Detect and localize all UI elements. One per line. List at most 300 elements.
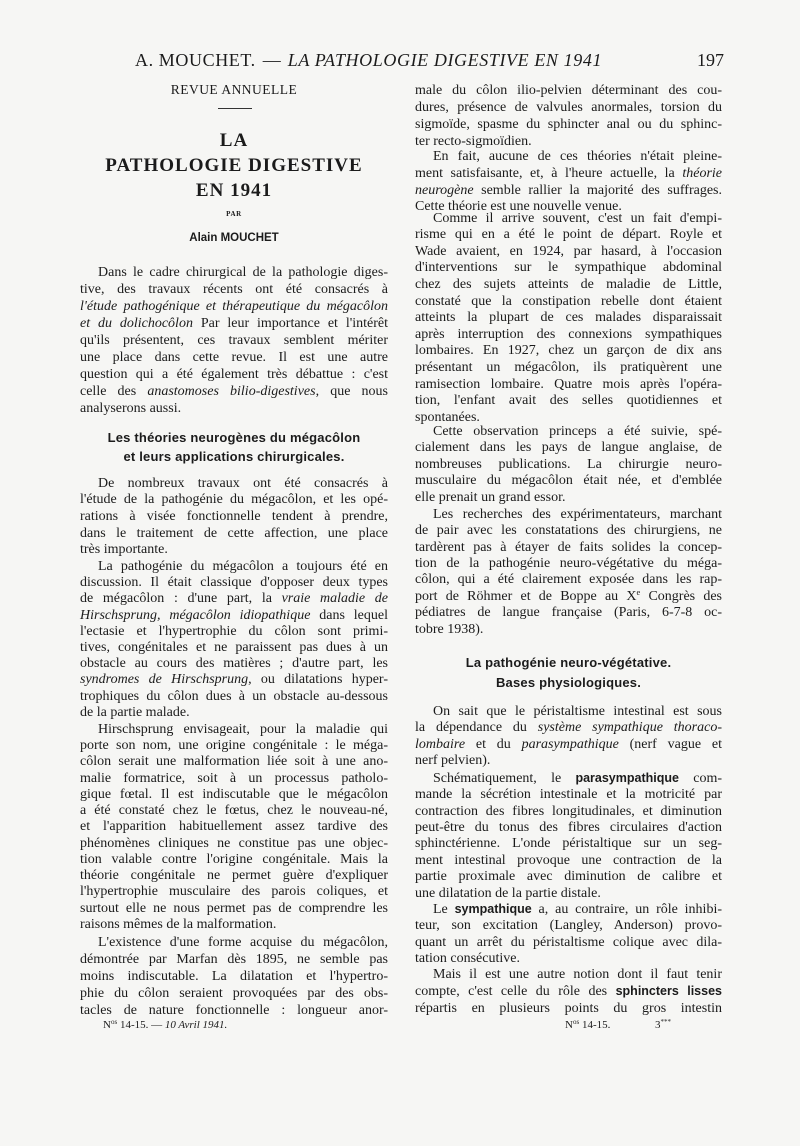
text-line [415, 327, 722, 344]
line-text [80, 383, 388, 400]
text-line [415, 737, 722, 754]
text-line [80, 575, 388, 591]
text-run: a, au contraire, un rôle inhibi- [531, 901, 722, 917]
text-run: tation consécutive. [415, 951, 520, 967]
text-run: question qui a été également très débattue : c'est [80, 367, 388, 383]
paragraph [80, 722, 388, 933]
line-text [415, 490, 565, 507]
text-line [415, 886, 722, 902]
text-run: Mais il est une autre notion dont il faut tenir [433, 966, 722, 982]
line-text [80, 281, 388, 298]
text-line [80, 705, 388, 721]
line-text [415, 244, 722, 261]
paragraph [415, 770, 722, 902]
text-line [415, 227, 722, 244]
text-line [415, 360, 722, 377]
line-text [415, 260, 722, 277]
text-run: tion de la pathogénie neuro-végétative du méga- [415, 556, 722, 572]
line-text [80, 624, 388, 640]
text-line [80, 934, 388, 951]
text-run: démontrée par Marfan dès 1895, ne semble pas [80, 951, 388, 967]
text-run: Wade avaient, en 1924, par hasard, à l'occasion [415, 243, 722, 259]
text-run: Les théories neurogènes du mégacôlon [107, 429, 361, 445]
text-run: Comme il arrive souvent, c'est un fait d'empi- [433, 210, 722, 226]
text-line [80, 901, 388, 917]
text-line [415, 457, 722, 474]
text-run: d'interventions sur le sympathique abdominal [415, 260, 722, 276]
text-run: de mégacôlon : d'une part, la [80, 591, 282, 607]
paragraph [415, 211, 722, 427]
text-line [80, 591, 388, 607]
line-text [98, 476, 388, 493]
line-text [98, 722, 388, 738]
text-line [415, 294, 722, 311]
page-number: 197 [697, 50, 724, 70]
text-line [80, 852, 388, 868]
running-header [135, 47, 602, 73]
text-run: et du [465, 736, 522, 752]
text-line [415, 853, 722, 869]
article-author: Alain MOUCHET [189, 232, 279, 244]
text-run: après interruption des connexions sympathiques [415, 326, 722, 342]
text-line [80, 640, 388, 656]
text-run: a été constaté chez le fœtus, chez le nouveau-né, [80, 803, 388, 819]
text-run: tobre 1938). [415, 621, 484, 637]
text-run: atteints la plupart de ces malades disparaissait [415, 310, 722, 326]
text-line [415, 653, 722, 673]
text-line [80, 447, 388, 466]
line-text [80, 803, 388, 819]
text-run: elle prenait un grand essor. [415, 489, 566, 505]
italic-run: 10 Avril 1941. [164, 1019, 228, 1031]
text-line [415, 82, 722, 99]
text-line [80, 787, 388, 803]
text-line [415, 507, 722, 523]
line-text [415, 440, 722, 457]
text-line [80, 428, 388, 447]
text-run: cialement dans les pays de langue anglaise, de [415, 440, 722, 456]
text-line [415, 277, 722, 294]
text-line [415, 983, 722, 1000]
text-run: 3 [655, 1019, 661, 1031]
line-text [415, 886, 601, 902]
text-run: obstacle au cours des matières ; d'autre part, les [80, 656, 388, 672]
line-text [415, 116, 722, 133]
paragraph-continuation [415, 82, 722, 150]
text-run: porte son nom, une origine congénitale : le méga- [80, 738, 388, 754]
line-text [415, 294, 722, 311]
line-text [415, 343, 722, 360]
line-text [415, 787, 722, 803]
line-text [80, 951, 388, 968]
text-run: Bases physiologiques. [495, 675, 642, 690]
superscript-run: *** [660, 1018, 671, 1026]
line-text [415, 540, 722, 556]
line-text [80, 640, 388, 656]
line-text [415, 227, 722, 244]
text-line [80, 542, 388, 559]
line-text [415, 869, 722, 885]
text-line [415, 901, 722, 918]
line-text [80, 787, 388, 803]
line-text [123, 447, 344, 466]
text-line [415, 918, 722, 934]
line-text [98, 264, 388, 281]
superscript-run: os [110, 1018, 118, 1026]
footer-issue-date [103, 1018, 227, 1032]
line-text [103, 1018, 227, 1032]
italic-run: théorie [682, 165, 722, 181]
line-text [415, 360, 722, 377]
line-text [80, 526, 388, 543]
text-run: L'existence d'une forme acquise du mégacôlon, [98, 934, 388, 950]
text-run: peut-être du tonus des fibres circulaires d'action [415, 820, 722, 836]
text-line [80, 689, 388, 705]
line-text [415, 133, 532, 150]
line-text [415, 310, 722, 327]
text-run: surtout elle ne nous permet pas de comprendre les [80, 900, 388, 916]
header-dash: — [262, 50, 281, 70]
text-run: Cette théorie est une nouvelle venue. [415, 199, 622, 215]
line-text [80, 608, 388, 624]
line-text [80, 901, 388, 917]
text-run: de pair avec les constatations des chirurgiens, ne [415, 523, 722, 539]
section-heading [415, 653, 722, 693]
text-run: ramisection lombaire. Quatre mois après l'opéra- [415, 376, 722, 392]
line-text [80, 315, 388, 332]
text-line [415, 393, 722, 410]
text-run: ter recto-sigmoïdien. [415, 133, 532, 149]
text-run: répartis en plusieurs points du gros intestin [415, 1000, 722, 1016]
text-line [415, 244, 722, 261]
bold-run: sphincters lisses [615, 983, 722, 998]
text-line [415, 753, 722, 770]
bold-run: parasympathique [575, 770, 679, 785]
text-run: 14-15. [579, 1019, 611, 1031]
text-line [80, 264, 388, 281]
line-text [80, 672, 388, 688]
text-run: spontanées. [415, 409, 480, 425]
paragraph [415, 424, 722, 507]
text-run: gique fœtal. Il est indiscutable que le mégacôlon [80, 786, 388, 802]
text-line [80, 884, 388, 900]
text-run: pédiatres de langue française (Paris, 6-7-8 oc- [415, 605, 722, 621]
line-text [80, 754, 388, 770]
line-text [80, 985, 388, 1002]
text-line [415, 211, 722, 228]
text-run: très importante. [80, 542, 168, 558]
text-run: Congrès des [640, 588, 722, 604]
line-text [415, 720, 722, 737]
text-line [415, 133, 722, 150]
paragraph [80, 476, 388, 560]
text-run: et leurs applications chirurgicales. [123, 448, 345, 464]
line-text [415, 935, 722, 951]
text-run: N [565, 1019, 573, 1031]
line-text [80, 705, 190, 721]
text-run: une place dans cette revue. Il est une autre [80, 349, 388, 365]
italic-run: l'étude pathogénique et thérapeutique du mégacôlon [80, 298, 388, 314]
text-line [80, 738, 388, 754]
line-text [415, 605, 722, 621]
text-run: malie formatrice, soit à un processus patholo- [80, 770, 388, 786]
paragraph [80, 934, 388, 1019]
article-title-line: LA [219, 130, 249, 151]
section-rule [218, 108, 252, 109]
line-text [80, 917, 276, 933]
text-line [415, 99, 722, 116]
italic-run: vraie maladie de [281, 591, 388, 607]
text-line [415, 260, 722, 277]
text-run: trophiques du côlon dues à un obstacle au-dessous [80, 688, 388, 704]
line-text [433, 966, 722, 983]
paragraph [415, 149, 722, 216]
line-text [80, 836, 388, 852]
text-line [80, 608, 388, 624]
line-text [80, 332, 388, 349]
text-line [415, 572, 722, 588]
text-run: Hirschsprung envisageait, pour la maladie qui [98, 721, 388, 737]
text-line [80, 754, 388, 770]
text-line [415, 720, 722, 737]
text-line [80, 332, 388, 349]
text-run: et l'apparition habituellement assez tardive des [80, 819, 388, 835]
line-text [415, 166, 722, 183]
line-text [98, 934, 388, 951]
line-text [80, 400, 181, 417]
superscript-run: e [636, 586, 641, 597]
text-run: contraction des fibres longitudinales, et diminution [415, 803, 722, 819]
text-line [415, 490, 722, 507]
text-line [415, 787, 722, 803]
text-run: Par leur importance et l'intérêt [192, 315, 388, 331]
text-run: partie proximale avec diminution de calibre et [415, 869, 722, 885]
text-run: (nerf vague et [618, 736, 723, 752]
text-run: Schématiquement, le [433, 770, 576, 786]
text-run: compte, c'est celle du rôle des [415, 983, 616, 999]
text-run: dans le traitement de cette affection, une place [80, 525, 388, 541]
text-line [415, 540, 722, 556]
text-run: côlon serait une malformation liée soit à une ano- [80, 754, 388, 770]
line-text [415, 804, 722, 820]
text-run: En fait, aucune de ces théories n'était pleine- [433, 149, 722, 165]
text-run: , que nous [315, 384, 388, 400]
line-text [80, 366, 388, 383]
text-line [415, 836, 722, 852]
text-line [80, 509, 388, 526]
text-line [80, 624, 388, 640]
italic-run: système sympathique thoraco- [537, 720, 722, 736]
article-title [80, 128, 388, 203]
text-line [80, 836, 388, 852]
text-line [415, 116, 722, 133]
text-line [415, 149, 722, 166]
line-text [415, 983, 722, 1000]
line-text [80, 771, 388, 787]
text-line [565, 1018, 610, 1032]
line-text [415, 753, 490, 770]
text-line [415, 673, 722, 693]
text-line [655, 1018, 671, 1032]
text-run: phénomènes cliniques ne constitue pas une objec- [80, 835, 388, 851]
text-run: ment satisfaisante, et, à l'heure actuelle, la [415, 165, 683, 181]
text-run: Les recherches des expérimentateurs, marchant [433, 506, 722, 522]
text-run: risme qui en a été le point de départ. Royle et [415, 227, 722, 243]
article-title-line: PATHOLOGIE DIGESTIVE [105, 155, 363, 176]
text-line [80, 281, 388, 298]
text-run: La pathogénie neuro-végétative. [465, 655, 672, 670]
paragraph [415, 704, 722, 770]
line-text [80, 492, 388, 509]
text-line [415, 704, 722, 721]
line-text [655, 1018, 671, 1032]
text-run: celle des [80, 384, 148, 400]
text-run: chez des sujets atteints de maladie de Little, [415, 277, 722, 293]
line-text [80, 738, 388, 754]
line-text [433, 901, 722, 918]
line-text [80, 868, 388, 884]
text-run: nerf pelvien). [415, 753, 491, 769]
line-text [80, 689, 388, 705]
text-line [80, 383, 388, 400]
section-heading [80, 428, 388, 466]
text-run: De nombreux travaux ont été consacrés à [98, 475, 388, 491]
byline-par: PAR [226, 210, 242, 218]
text-run: l'ectasie et l'hypertrophie du côlon sont primi- [80, 623, 388, 639]
text-line [415, 440, 722, 457]
italic-run: neurogène [415, 182, 474, 198]
line-text [415, 473, 722, 490]
text-run: phie du côlon seraient provoquées par des obs- [80, 985, 388, 1001]
text-run: tives, congénitales et ne paraissent pas dues à un [80, 639, 388, 655]
italic-run: parasympathique [521, 736, 619, 752]
text-run: mande la sécrétion intestinale et la motricité par [415, 787, 722, 803]
text-run: tardèrent pas à étayer de faits solides la concep- [415, 539, 722, 555]
text-run: discussion. Il était classique d'opposer deux types [80, 575, 388, 591]
text-line [415, 377, 722, 394]
text-line [415, 1000, 722, 1017]
text-line [80, 526, 388, 543]
text-line [80, 803, 388, 819]
line-text [80, 542, 168, 559]
line-text [415, 1000, 722, 1017]
text-line [80, 771, 388, 787]
article-title-line: EN 1941 [195, 180, 273, 201]
text-run: une dilatation de la partie distale. [415, 885, 601, 901]
paragraph [415, 901, 722, 968]
text-run: male du côlon ilio-pelvien déterminant des cou- [415, 82, 722, 98]
text-run: nombreuses publications. La chirurgie neuro- [415, 456, 722, 472]
line-text [80, 349, 388, 366]
text-run: N [103, 1019, 111, 1031]
line-text [80, 656, 388, 672]
line-text [433, 507, 722, 523]
line-text [415, 853, 722, 869]
line-text [415, 572, 722, 588]
paragraph [80, 559, 388, 721]
line-text [415, 523, 722, 539]
line-text [433, 211, 722, 228]
line-text [80, 884, 388, 900]
line-text [80, 819, 388, 835]
text-line [80, 868, 388, 884]
footer-issue [565, 1018, 610, 1032]
text-run: raisons mêmes de la malformation. [80, 916, 277, 932]
line-text [80, 1002, 388, 1019]
line-text [415, 457, 722, 474]
text-run: teur, son excitation (Langley, Anderson) provo- [415, 918, 722, 934]
bold-run: sympathique [454, 901, 532, 916]
text-line [80, 819, 388, 835]
text-line [415, 622, 722, 638]
line-text [415, 918, 722, 934]
text-line [415, 523, 722, 539]
text-run: tive, des travaux récents ont été consacrés à [80, 281, 388, 297]
line-text [80, 591, 388, 607]
text-run: quant un arrêt du péristaltisme colique avec dila- [415, 934, 722, 950]
text-line [415, 804, 722, 820]
text-line [415, 770, 722, 787]
text-run: sphinctérienne. L'onde péristaltique sur un seg- [415, 836, 722, 852]
text-run: , ou dilatations hyper- [248, 672, 388, 688]
text-line [80, 476, 388, 493]
italic-run: syndromes de Hirschsprung [80, 672, 249, 688]
text-run: lombaires. En 1927, chez un garçon de dix ans [415, 343, 722, 359]
text-run: dans lequel [310, 607, 388, 623]
paragraph [415, 507, 722, 638]
text-run: port de Röhmer et de Boppe au X [415, 588, 637, 604]
text-run: Dans le cadre chirurgical de la pathologie diges- [98, 264, 388, 280]
text-line [415, 183, 722, 200]
text-line [80, 656, 388, 672]
line-text [415, 277, 722, 294]
text-run: l'hypertrophie musculaire des parois coliques, et [80, 884, 388, 900]
line-text [415, 622, 483, 638]
text-line [415, 473, 722, 490]
text-line [80, 672, 388, 688]
italic-run: et du dolichocôlon [80, 315, 193, 331]
text-run: de la partie malade. [80, 704, 190, 720]
text-line [80, 492, 388, 509]
line-text [415, 836, 722, 852]
text-run: dures, présence de valvules anormales, torsion du [415, 99, 722, 115]
line-text [108, 428, 361, 447]
text-line [415, 869, 722, 885]
text-run: com- [678, 770, 722, 786]
line-text [80, 968, 388, 985]
text-run: moins indiscutable. La dilatation et l'hypertro- [80, 968, 388, 984]
text-run: La pathogénie du mégacôlon a toujours été en [98, 558, 388, 574]
text-run: tacles de nature fonctionnelle : longueur anor- [80, 1002, 388, 1018]
text-line [80, 349, 388, 366]
text-line [80, 968, 388, 985]
text-run: Cette observation princeps a été suivie, spé- [433, 423, 722, 439]
text-run: semble rallier la majorité des suffrages. [473, 182, 722, 198]
italic-run: anastomoses bilio-digestives [147, 384, 316, 400]
text-run: tion valable contre l'origine congénitale. Mais la [80, 851, 388, 867]
header-author: A. MOUCHET. [135, 50, 256, 70]
text-run: tion, l'enfant avait des selles quotidiennes et [415, 393, 722, 409]
line-text [466, 653, 672, 673]
line-text [433, 149, 722, 166]
text-run: théorie congénitale ne permet guère d'expliquer [80, 868, 388, 884]
text-line [80, 315, 388, 332]
line-text [415, 183, 722, 200]
line-text [433, 770, 722, 787]
text-run: analyserons aussi. [80, 401, 182, 417]
text-run: 14-15. — [117, 1019, 165, 1031]
footer-signature [655, 1018, 671, 1032]
